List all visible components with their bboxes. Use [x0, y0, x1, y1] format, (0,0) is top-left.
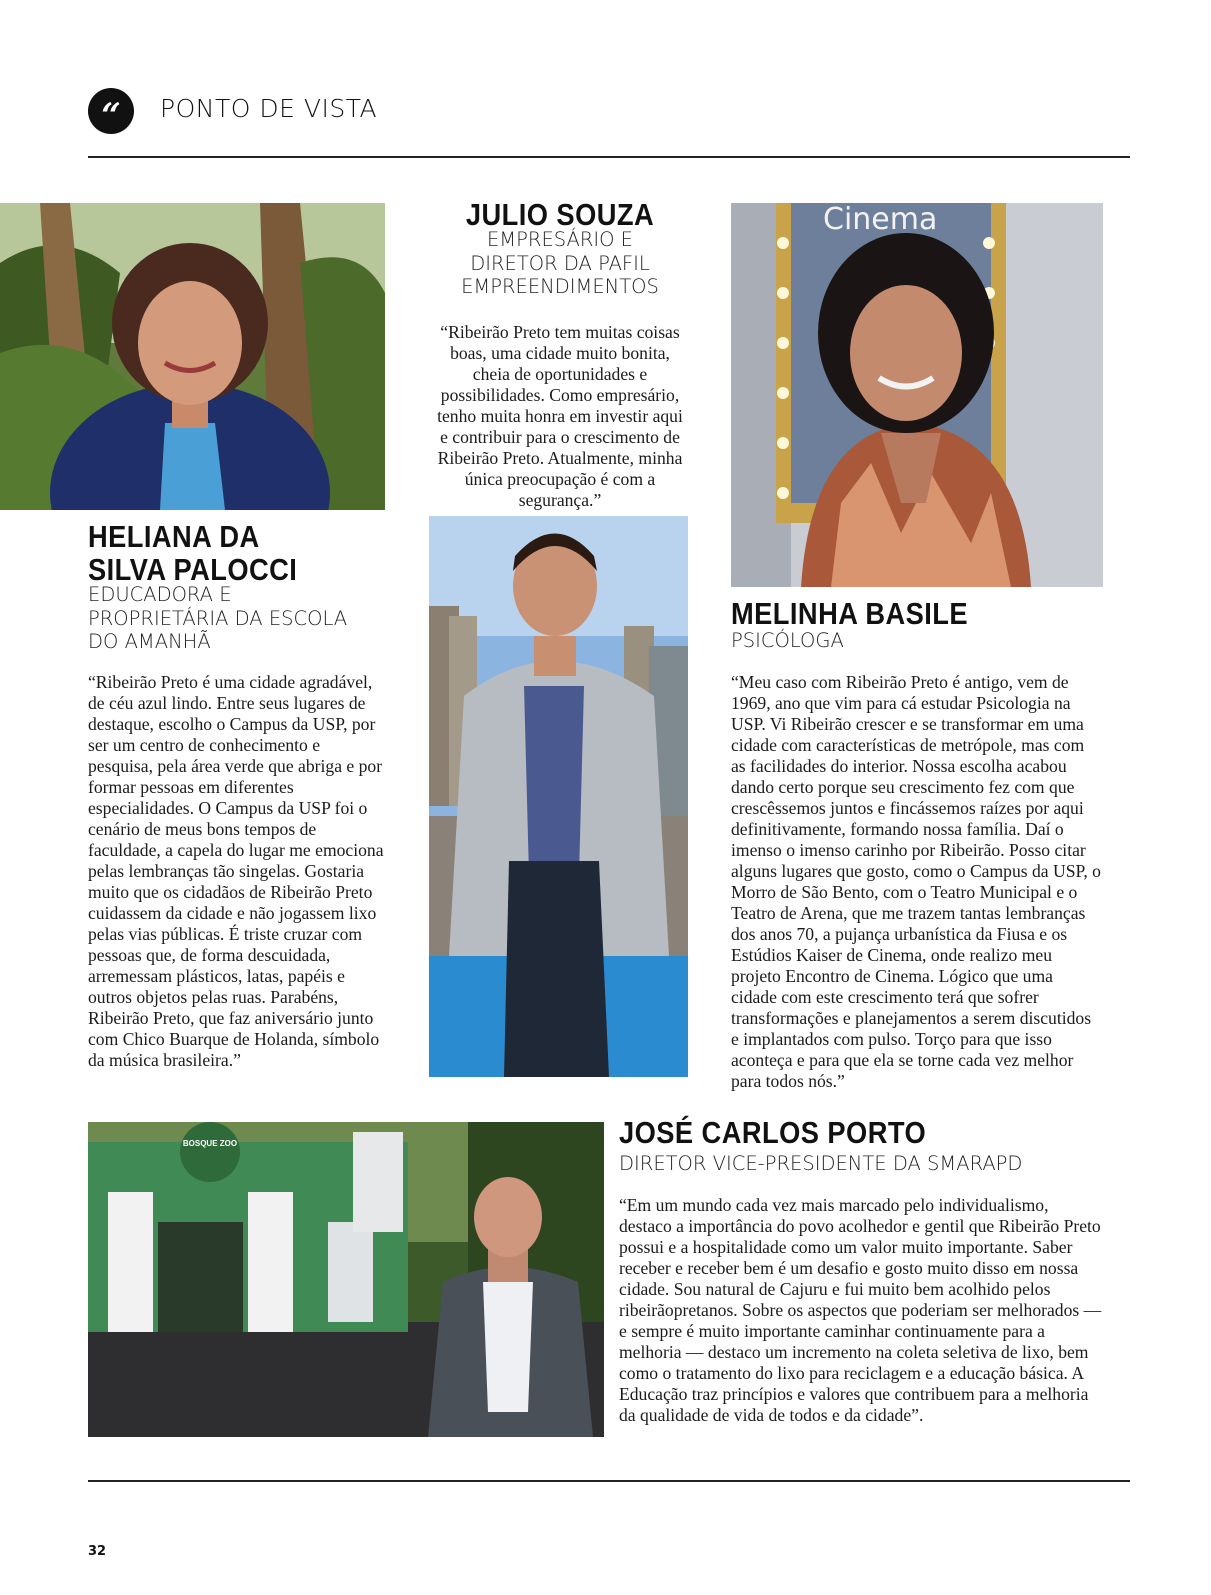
heliana-name [88, 520, 297, 586]
heliana-role [88, 583, 388, 654]
heliana-name-line1: HELIANA DA [88, 519, 260, 554]
quote-mark-icon: “ [88, 88, 134, 134]
jose-quote: “Em um mundo cada vez mais marcado pelo individualismo, destaco a importância do povo acolhedor e gentil que Ribeirão Preto possui e a hospitalidade como um valor muito importante. Saber receber e receber bem é um desafio e gosto muito disso em nossa cidade. Sou natural de Cajuru e fui muito bem acolhido pelos ribeirãopretanos. Sobre os aspectos que poderiam ser melhorados — e sempre é muito importante caminhar continuamente para a melhoria — destaco um incremento na coleta seletiva de lixo, bem como o tratamento do lixo para reciclagem e a educação básica. A Educação traz princípios e valores que contribuem para a melhoria da qualidade de vida de todos e da cidade”. [619, 1195, 1102, 1425]
melinha-photo-sign: Cinema [823, 203, 938, 237]
header-divider [88, 156, 1130, 158]
heliana-role-line1: EDUCADORA E [88, 583, 232, 606]
heliana-role-line2: PROPRIETÁRIA DA ESCOLA [88, 606, 348, 630]
melinha-photo [731, 203, 1103, 587]
melinha-role: PSICÓLOGA [731, 629, 844, 652]
jose-photo-sign: BOSQUE ZOO [182, 1139, 238, 1148]
heliana-photo [0, 203, 385, 510]
julio-photo [429, 516, 688, 1077]
julio-role [432, 228, 688, 299]
heliana-role-line3: DO AMANHÃ [88, 630, 211, 653]
heliana-name-line2: SILVA PALOCCI [88, 552, 298, 587]
julio-role-line1: EMPRESÁRIO E [486, 228, 634, 251]
jose-name: JOSÉ CARLOS PORTO [619, 1115, 927, 1150]
jose-role: DIRETOR VICE-PRESIDENTE DA SMARAPD [619, 1152, 1023, 1175]
julio-quote: “Ribeirão Preto tem muitas coisas boas, uma cidade muito bonita, cheia de oportunidades e possibilidades. Como empresário, tenho muita honra em investir aqui e contribuir para o crescimento de Ribeirão Preto. Atualmente, minha única preocupação é com a segurança.” [437, 322, 683, 510]
page-number: 32 [88, 1544, 107, 1559]
melinha-quote: “Meu caso com Ribeirão Preto é antigo, vem de 1969, ano que vim para cá estudar Psicologia na USP. Vi Ribeirão crescer e se transformar em uma cidade com características de metrópole, mas com as facilidades do interior. Nossa escolha acabou dando certo porque seu crescimento fez com que crescêssemos juntos e fincássemos raízes por aqui definitivamente, formando nossa família. Daí o imenso o imenso carinho por Ribeirão. Posso citar alguns lugares que gosto, como o Campus da USP, o Morro de São Bento, com o Teatro Municipal e o Teatro de Arena, que me trazem tantas lembranças dos anos 70, a pujança urbanística da Fiusa e os Estúdios Kaiser de Cinema, onde realizo meu projeto Encontro de Cinema. Lógico que uma cidade com este crescimento terá que sofrer transformações e planejamentos a serem discutidos e implantados com pulso. Torço para que isso aconteça e para que ela se torne cada vez melhor para todos nós.” [731, 672, 1101, 1091]
melinha-name: MELINHA BASILE [731, 596, 969, 631]
section-title: PONTO DE VISTA [160, 94, 378, 123]
heliana-quote: “Ribeirão Preto é uma cidade agradável, de céu azul lindo. Entre seus lugares de destaque, escolho o Campus da USP, por ser um centro de conhecimento e pesquisa, pela área verde que abriga e por formar pessoas em diferentes especialidades. O Campus da USP foi o cenário de meus bons tempos de faculdade, a capela do lugar me emociona pelas lembranças tão singelas. Gostaria muito que os cidadãos de Ribeirão Preto cuidassem da cidade e não jogassem lixo pelas vias públicas. É triste cruzar com pessoas que, de forma descuidada, arremessam plásticos, latas, papéis e outros objetos pelas ruas. Parabéns, Ribeirão Preto, que faz aniversário junto com Chico Buarque de Holanda, símbolo da música brasileira.” [88, 672, 384, 1070]
julio-role-line2: DIRETOR DA PAFIL [470, 251, 650, 275]
footer-divider [88, 1480, 1130, 1482]
jose-photo [88, 1122, 604, 1437]
julio-name: JULIO SOUZA [465, 197, 655, 232]
julio-role-line3: EMPREENDIMENTOS [461, 275, 659, 298]
